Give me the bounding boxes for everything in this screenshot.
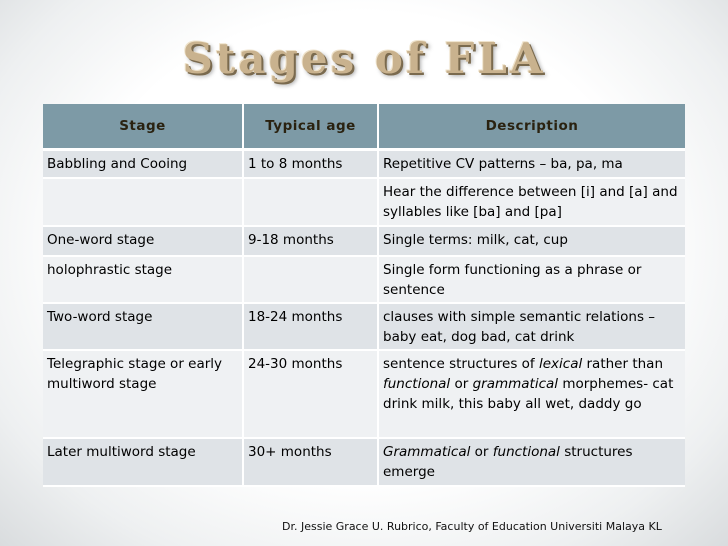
description-cell: Grammatical or functional structures emerge bbox=[378, 438, 685, 486]
header-description: Description bbox=[378, 104, 685, 150]
stage-cell bbox=[43, 178, 243, 226]
description-cell: clauses with simple semantic relations – baby eat, dog bad, cat drink bbox=[378, 303, 685, 350]
stage-cell: Telegraphic stage or early multiword stage bbox=[43, 350, 243, 438]
stage-cell: Later multiword stage bbox=[43, 438, 243, 486]
age-cell: 1 to 8 months bbox=[243, 150, 378, 178]
description-cell: Single form functioning as a phrase or sentence bbox=[378, 256, 685, 303]
table-header-row bbox=[43, 104, 685, 150]
slide-title: Stages of FLA bbox=[182, 34, 546, 83]
table-row bbox=[43, 178, 685, 226]
table-row bbox=[43, 438, 685, 486]
age-cell bbox=[243, 256, 378, 303]
table-row bbox=[43, 150, 685, 178]
table-row bbox=[43, 350, 685, 438]
age-cell: 30+ months bbox=[243, 438, 378, 486]
table-row bbox=[43, 256, 685, 303]
footer-credit: Dr. Jessie Grace U. Rubrico, Faculty of Education Universiti Malaya KL bbox=[282, 520, 662, 533]
description-cell: sentence structures of lexical rather than functional or grammatical morphemes- cat drink milk, this baby all wet, daddy go bbox=[378, 350, 685, 438]
stage-cell: holophrastic stage bbox=[43, 256, 243, 303]
table-row bbox=[43, 226, 685, 256]
age-cell: 18-24 months bbox=[243, 303, 378, 350]
age-cell: 24-30 months bbox=[243, 350, 378, 438]
age-cell: 9-18 months bbox=[243, 226, 378, 256]
stage-cell: Babbling and Cooing bbox=[43, 150, 243, 178]
age-cell bbox=[243, 178, 378, 226]
table-row bbox=[43, 303, 685, 350]
stage-cell: One-word stage bbox=[43, 226, 243, 256]
header-typical-age: Typical age bbox=[243, 104, 378, 150]
header-stage: Stage bbox=[43, 104, 243, 150]
description-cell: Single terms: milk, cat, cup bbox=[378, 226, 685, 256]
description-cell: Hear the difference between [i] and [a] and syllables like [ba] and [pa] bbox=[378, 178, 685, 226]
description-cell: Repetitive CV patterns – ba, pa, ma bbox=[378, 150, 685, 178]
stage-cell: Two-word stage bbox=[43, 303, 243, 350]
stages-table bbox=[43, 104, 685, 487]
